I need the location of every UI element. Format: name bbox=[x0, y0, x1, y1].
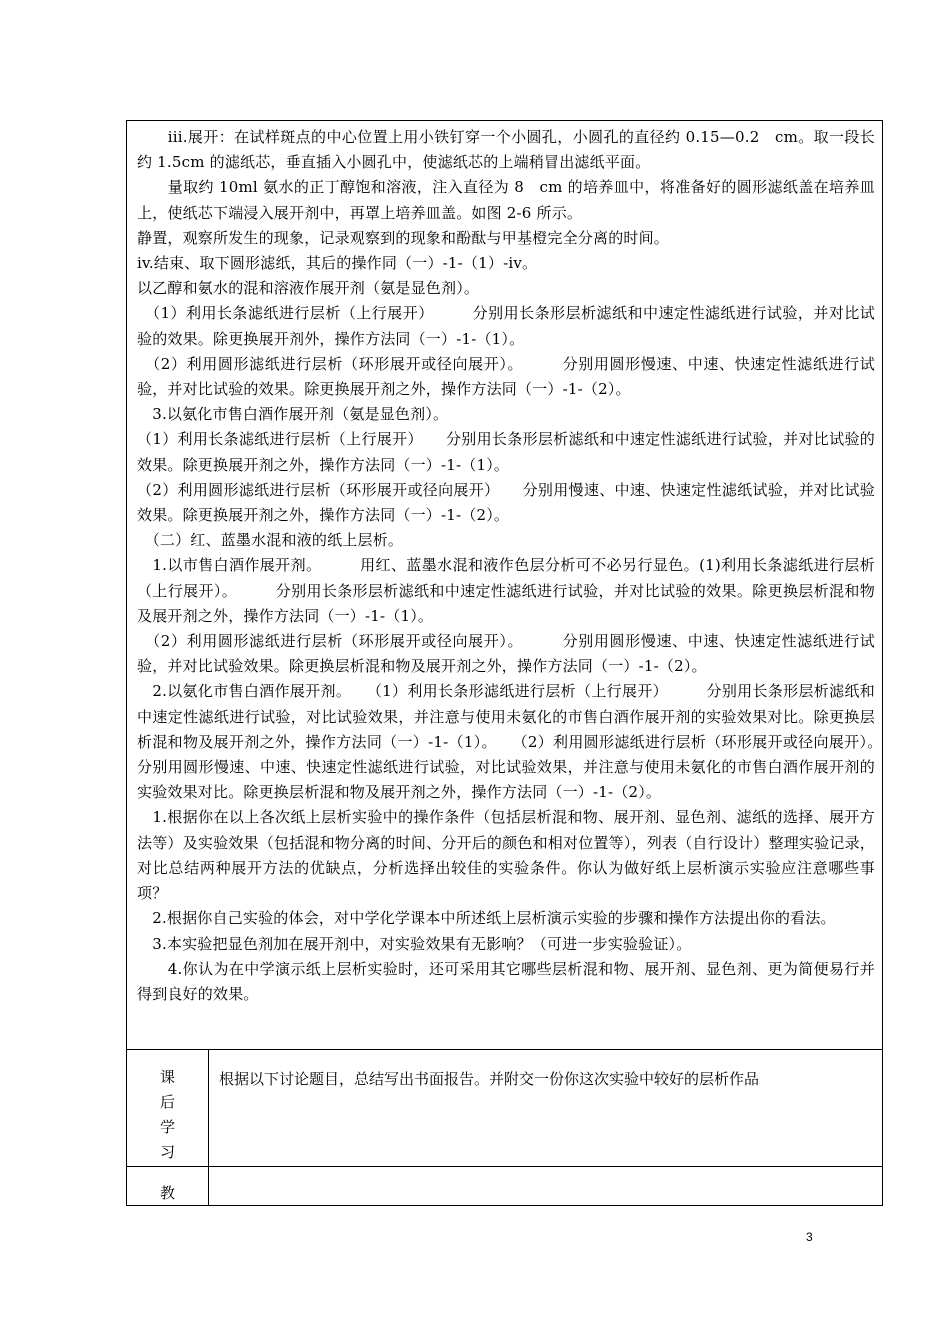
paragraph-3: 静置，观察所发生的现象，记录观察到的现象和酚酞与甲基橙完全分离的时间。 bbox=[137, 228, 670, 247]
paragraph-15: 1.根据你在以上各次纸上层析实验中的操作条件（包括层析混和物、展开剂、显色剂、滤纸的选择、展开方法等）及实验效果（包括混和物分离的时间、分开后的颜色和相对位置等），列表（自行设计）整理实验记录，对比总结两种展开方法的优缺点，分析选择出较佳的实验条件。你认为做好纸上层析演示实验应注意哪些事项？ bbox=[137, 808, 875, 903]
paragraph-1: iii.展开：在试样斑点的中心位置上用小铁钉穿一个小圆孔，小圆孔的直径约 0.15—0.2 cm。取一段长约 1.5cm 的滤纸芯，垂直插入小圆孔中，使滤纸芯的上端稍冒出滤纸平面。 bbox=[137, 128, 875, 172]
row-divider bbox=[127, 1049, 882, 1050]
paragraph-13: （2）利用圆形滤纸进行层析（环形展开或径向展开）。 分别用圆形慢速、中速、快速定性滤纸进行试验，并对比试验效果。除更换层析混和物及展开剂之外，操作方法同（一）-1-（2）。 bbox=[137, 632, 875, 676]
paragraph-11: （二）红、蓝墨水混和液的纸上层析。 bbox=[137, 531, 404, 550]
paragraph-18: 4.你认为在中学演示纸上层析实验时，还可采用其它哪些层析混和物、展开剂、显色剂、更为简便易行并得到良好的效果。 bbox=[137, 959, 875, 1003]
paragraph-12: 1.以市售白酒作展开剂。 用红、蓝墨水混和液作色层分析可不必另行显色。(1)利用长条滤纸进行层析（上行展开）。 分别用长条形层析滤纸和中速定性滤纸进行试验，并对比试验的效果。除更换层析混和物及展开剂之外，操作方法同（一）-1-（1）。 bbox=[137, 556, 875, 625]
paragraph-2: 量取约 10ml 氨水的正丁醇饱和溶液，注入直径为 8 cm 的培养皿中，将准备好的圆形滤纸盖在培养皿上，使纸芯下端浸入展开剂中，再罩上培养皿盖。如图 2-6 所示。 bbox=[137, 178, 875, 222]
experiment-text bbox=[137, 125, 921, 1007]
paragraph-17: 3.本实验把显色剂加在展开剂中，对实验效果有无影响？（可进一步实验验证）。 bbox=[137, 934, 692, 953]
column-divider bbox=[208, 1049, 209, 1205]
teaching-label: 教 bbox=[159, 1184, 175, 1202]
after-class-text: 根据以下讨论题目，总结写出书面报告。并附交一份你这次实验中较好的层析作品 bbox=[219, 1070, 760, 1088]
document-table bbox=[126, 120, 921, 1206]
paragraph-6: （1）利用长条滤纸进行层析（上行展开） 分别用长条形层析滤纸和中速定性滤纸进行试验，并对比试验的效果。除更换展开剂外，操作方法同（一）-1-（1）。 bbox=[137, 304, 875, 348]
paragraph-9: （1）利用长条滤纸进行层析（上行展开） 分别用长条形层析滤纸和中速定性滤纸进行试验，并对比试验的效果。除更换展开剂之外，操作方法同（一）-1-（1）。 bbox=[137, 430, 875, 474]
after-class-label: 课 后 学 习 bbox=[159, 1068, 175, 1161]
paragraph-10: （2）利用圆形滤纸进行层析（环形展开或径向展开） 分别用慢速、中速、快速定性滤纸试验，并对比试验效果。除更换展开剂之外，操作方法同（一）-1-（2）。 bbox=[137, 480, 875, 525]
paragraph-14: 2.以氨化市售白酒作展开剂。 （1）利用长条形滤纸进行层析（上行展开） 分别用长条形层析滤纸和中速定性滤纸进行试验，对比试验效果，并注意与使用未氨化的市售白酒作展开剂的实验效果对比。除更换层析混和物及展开剂之外，操作方法同（一）-1-（1）。 （2）利用圆形滤纸进行层析（环形展开或径向展开）。 分别用圆形慢速、中速、快速定性滤纸进行试验，对比试验效果，并注意与使用未氨化的市售白酒作展开剂的实验效果对比。除更换层析混和物及展开剂之外，操作方法同（一）-1-（2）。 bbox=[137, 682, 921, 802]
paragraph-4: iv.结束、取下圆形滤纸，其后的操作同（一）-1-（1）-iv。 bbox=[137, 254, 538, 273]
page-number: 3 bbox=[806, 1230, 813, 1244]
paragraph-7: （2）利用圆形滤纸进行层析（环形展开或径向展开）。 分别用圆形慢速、中速、快速定性滤纸进行试验，并对比试验的效果。除更换展开剂之外，操作方法同（一）-1-（2）。 bbox=[137, 354, 875, 399]
paragraph-5: 以乙醇和氨水的混和溶液作展开剂（氨是显色剂）。 bbox=[137, 279, 480, 298]
paragraph-8: 3.以氨化市售白酒作展开剂（氨是显色剂）。 bbox=[137, 405, 449, 424]
row-divider bbox=[127, 1166, 882, 1167]
paragraph-16: 2.根据你自己实验的体会，对中学化学课本中所述纸上层析演示实验的步骤和操作方法提出你的看法。 bbox=[137, 909, 836, 928]
